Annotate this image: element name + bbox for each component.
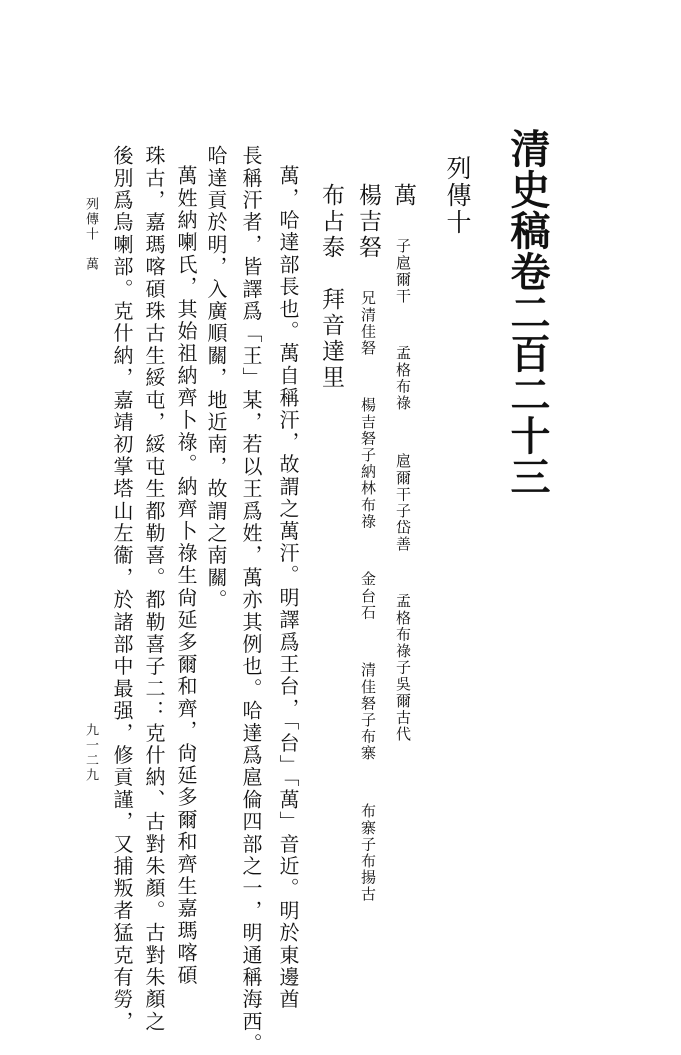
subject-relation: 楊吉砮子納林布祿 — [359, 397, 377, 531]
subject-line-2 — [355, 183, 385, 902]
subject-relation: 兄清佳砮 — [359, 290, 377, 357]
section-heading: 列傳十 — [443, 155, 472, 236]
subject-line-3: 布占泰 拜音達里 — [318, 183, 344, 391]
subject-relation: 清佳砮子布寨 — [359, 662, 377, 762]
body-column-4: 萬姓納喇氏，其始祖納齊卜祿。納齊卜祿生尙延多爾和齊，尙延多爾和齊生嘉瑪喀碩 — [174, 165, 198, 987]
volume-title: 清史稿卷二百二十三 — [504, 128, 551, 497]
subject-line-1 — [390, 183, 420, 743]
subject-name: 楊吉砮 — [355, 183, 381, 261]
body-column-3: 哈達貢於明，入廣順關，地近南，故謂之南關。 — [204, 145, 228, 612]
subject-relation: 金台石 — [359, 571, 377, 622]
subject-relation: 扈爾干子岱善 — [394, 452, 412, 553]
page-number: 九一二九 — [83, 723, 98, 783]
body-column-2: 長稱汗者，皆譯爲「王」某，若以王爲姓，萬亦其例也。哈達爲扈倫四部之一，明通稱海西。 — [239, 145, 263, 1055]
body-column-5: 珠古，嘉瑪喀碩珠古生綏屯，綏屯生都勒喜。都勒喜子二：克什納、古對朱顏。古對朱顏之 — [142, 145, 166, 1033]
subject-relation: 孟格布祿 — [394, 345, 412, 412]
subject-relation: 子扈爾干 — [394, 238, 412, 305]
running-head: 列傳十 萬 — [83, 197, 98, 272]
body-column-1: 萬，哈達部長也。萬自稱汗，故謂之萬汗。明譯爲王台，「台」「萬」音近。明於東邊酋 — [276, 165, 300, 1011]
subject-name: 萬 — [390, 183, 416, 209]
subject-relation: 孟格布祿子吳爾古代 — [394, 593, 412, 743]
subject-relation: 布寨子布揚古 — [359, 802, 377, 903]
body-column-6: 後別爲烏喇部。克什納，嘉靖初掌塔山左衞，於諸部中最强，修貢謹，又捕叛者猛克有勞， — [110, 145, 134, 1033]
